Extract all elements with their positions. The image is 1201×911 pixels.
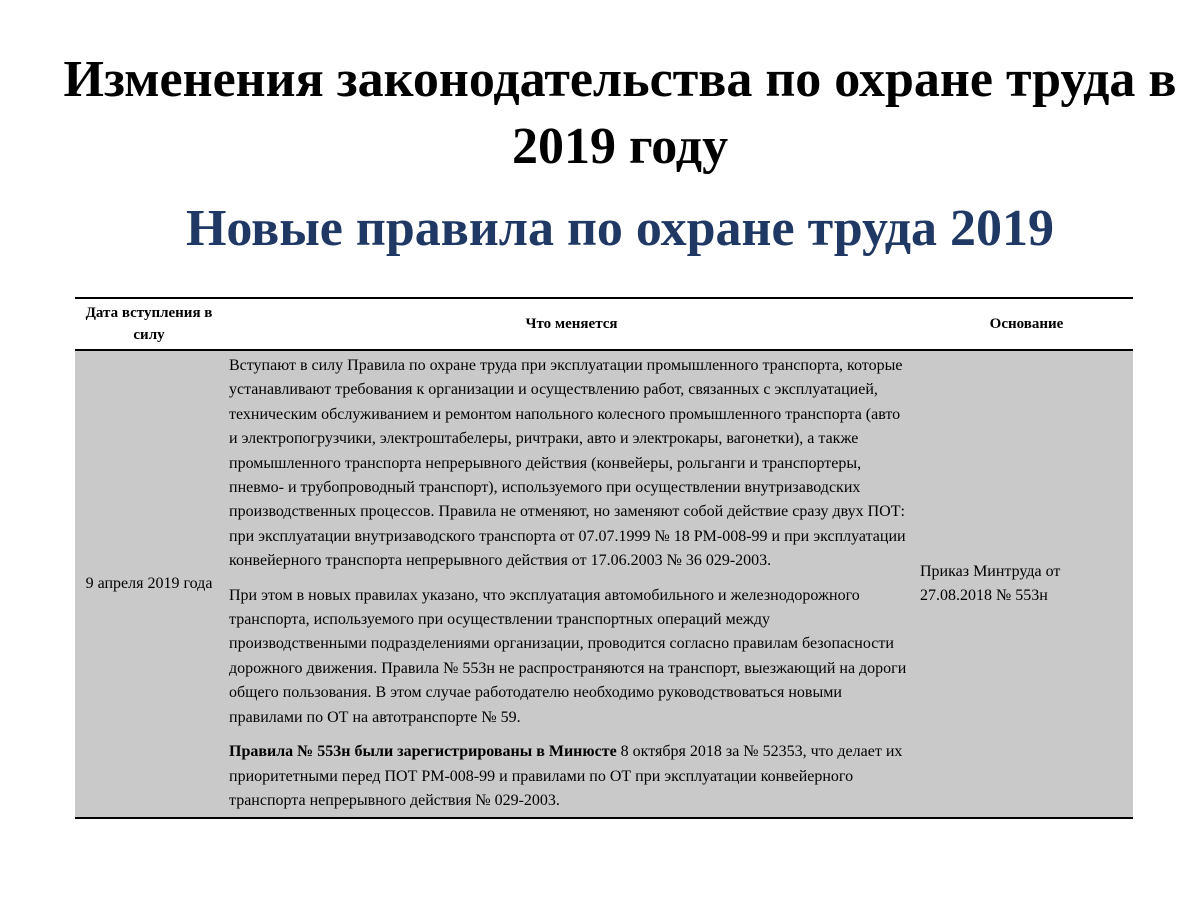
legislation-changes-table (75, 297, 1133, 819)
change-paragraph-3-bold: Правила № 553н были зарегистрированы в Минюсте (229, 743, 617, 761)
header-effective-date: Дата вступления в силу (85, 305, 213, 343)
slide-title: Изменения законодательства по охране труда в 2019 году (63, 51, 1177, 175)
table-body (75, 350, 1133, 818)
cell-basis: Приказ Минтруда от 27.08.2018 № 553н (920, 562, 1061, 605)
change-paragraph-2: При этом в новых правилах указано, что эксплуатация автомобильного и железнодорожного транспорта, используемого при осуществлении транспортных операций между производственными подразделениями организации, проводится согласно правилам безопасности дорожного движения. Правила № 553н не распространяются на транспорт, выезжающий на дороги общего пользования. В этом случае работодателю необходимо руководствоваться новыми правилами по ОТ на автотранспорте № 59. (229, 586, 907, 726)
header-basis: Основание (989, 316, 1064, 332)
change-paragraph-3-rest: 8 октября 2018 за № 52353, что делает их приоритетными перед ПОТ РМ-008-99 и правилами по ОТ при эксплуатации конвейерного транспорта непрерывного действия № 029-2003. (229, 743, 903, 809)
cell-what-changes (223, 350, 920, 818)
change-paragraph-3 (229, 740, 910, 813)
header-what-changes: Что меняется (525, 316, 618, 332)
cell-effective-date: 9 апреля 2019 года (85, 574, 213, 592)
slide-subtitle: Новые правила по охране труда 2019 (185, 200, 1055, 257)
table-header-row (75, 298, 1133, 350)
change-paragraph-1: Вступают в силу Правила по охране труда при эксплуатации промышленного транспорта, которые устанавливают требования к организации и осуществлению работ, связанных с эксплуатацией, техническим обслуживанием и ремонтом напольного колесного промышленного транспорта (авто и электропогрузчики, электроштабелеры, ричтраки, авто и электрокары, вагонетки), а также промышленного транспорта непрерывного действия (конвейеры, рольганги и транспортеры, пневмо- и трубопроводный транспорт), используемого при осуществлении внутризаводских производственных процессов. Правила не отменяют, но заменяют собой действие сразу двух ПОТ: при эксплуатации внутризаводского транспорта от 07.07.1999 № 18 РМ-008-99 и при эксплуатации конвейерного транспорта непрерывного действия от 17.06.2003 № 36 029-2003. (229, 357, 906, 570)
table-row (75, 350, 1133, 818)
table-header (75, 298, 1133, 350)
